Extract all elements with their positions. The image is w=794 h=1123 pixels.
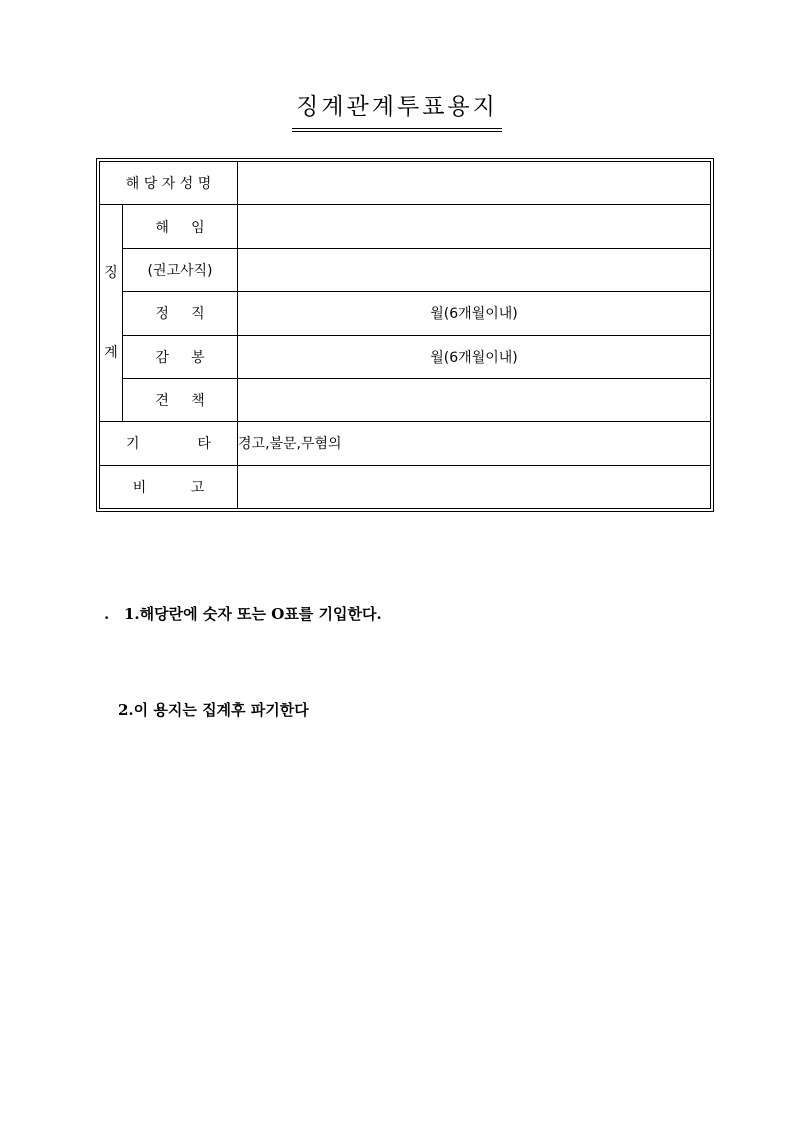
row-suspension bbox=[100, 292, 711, 335]
note-line-2 bbox=[104, 694, 382, 726]
resign-value-cell[interactable] bbox=[238, 248, 711, 291]
discipline-side-label bbox=[100, 205, 123, 422]
row-dismissal bbox=[100, 205, 711, 248]
note-bullet: . bbox=[104, 605, 110, 623]
other-label: 기 타 bbox=[100, 422, 238, 465]
document-title: 징계관계투표용지 bbox=[292, 92, 502, 132]
suspension-label: 정 직 bbox=[123, 292, 238, 335]
voting-table bbox=[99, 161, 711, 509]
row-resign bbox=[100, 248, 711, 291]
row-reprimand bbox=[100, 378, 711, 421]
row-remark bbox=[100, 465, 711, 508]
remark-label: 비 고 bbox=[100, 465, 238, 508]
note-line-1 bbox=[104, 598, 382, 630]
row-paycut bbox=[100, 335, 711, 378]
voting-form bbox=[96, 158, 714, 512]
row-name bbox=[100, 162, 711, 205]
suspension-value-cell[interactable]: 월(6개월이내) bbox=[238, 292, 711, 335]
paycut-value-cell[interactable]: 월(6개월이내) bbox=[238, 335, 711, 378]
dismissal-label: 해 임 bbox=[123, 205, 238, 248]
side-label-gap bbox=[100, 282, 122, 344]
reprimand-label: 견 책 bbox=[123, 378, 238, 421]
title-area bbox=[0, 92, 794, 132]
resign-label: (권고사직) bbox=[123, 248, 238, 291]
side-label-top: 징 bbox=[104, 265, 118, 282]
side-label-bottom: 계 bbox=[104, 345, 118, 362]
remark-value-cell[interactable] bbox=[238, 465, 711, 508]
row-other bbox=[100, 422, 711, 465]
reprimand-value-cell[interactable] bbox=[238, 378, 711, 421]
name-label: 해 당 자 성 명 bbox=[100, 162, 238, 205]
dismissal-value-cell[interactable] bbox=[238, 205, 711, 248]
name-value-cell[interactable] bbox=[238, 162, 711, 205]
note-text-1: 1.해당란에 숫자 또는 O표를 기입한다. bbox=[124, 605, 382, 623]
instructions bbox=[104, 534, 382, 758]
paycut-label: 감 봉 bbox=[123, 335, 238, 378]
other-value-cell[interactable]: 경고,불문,무혐의 bbox=[238, 422, 711, 465]
note-text-2: 2.이 용지는 집계후 파기한다 bbox=[118, 701, 309, 719]
